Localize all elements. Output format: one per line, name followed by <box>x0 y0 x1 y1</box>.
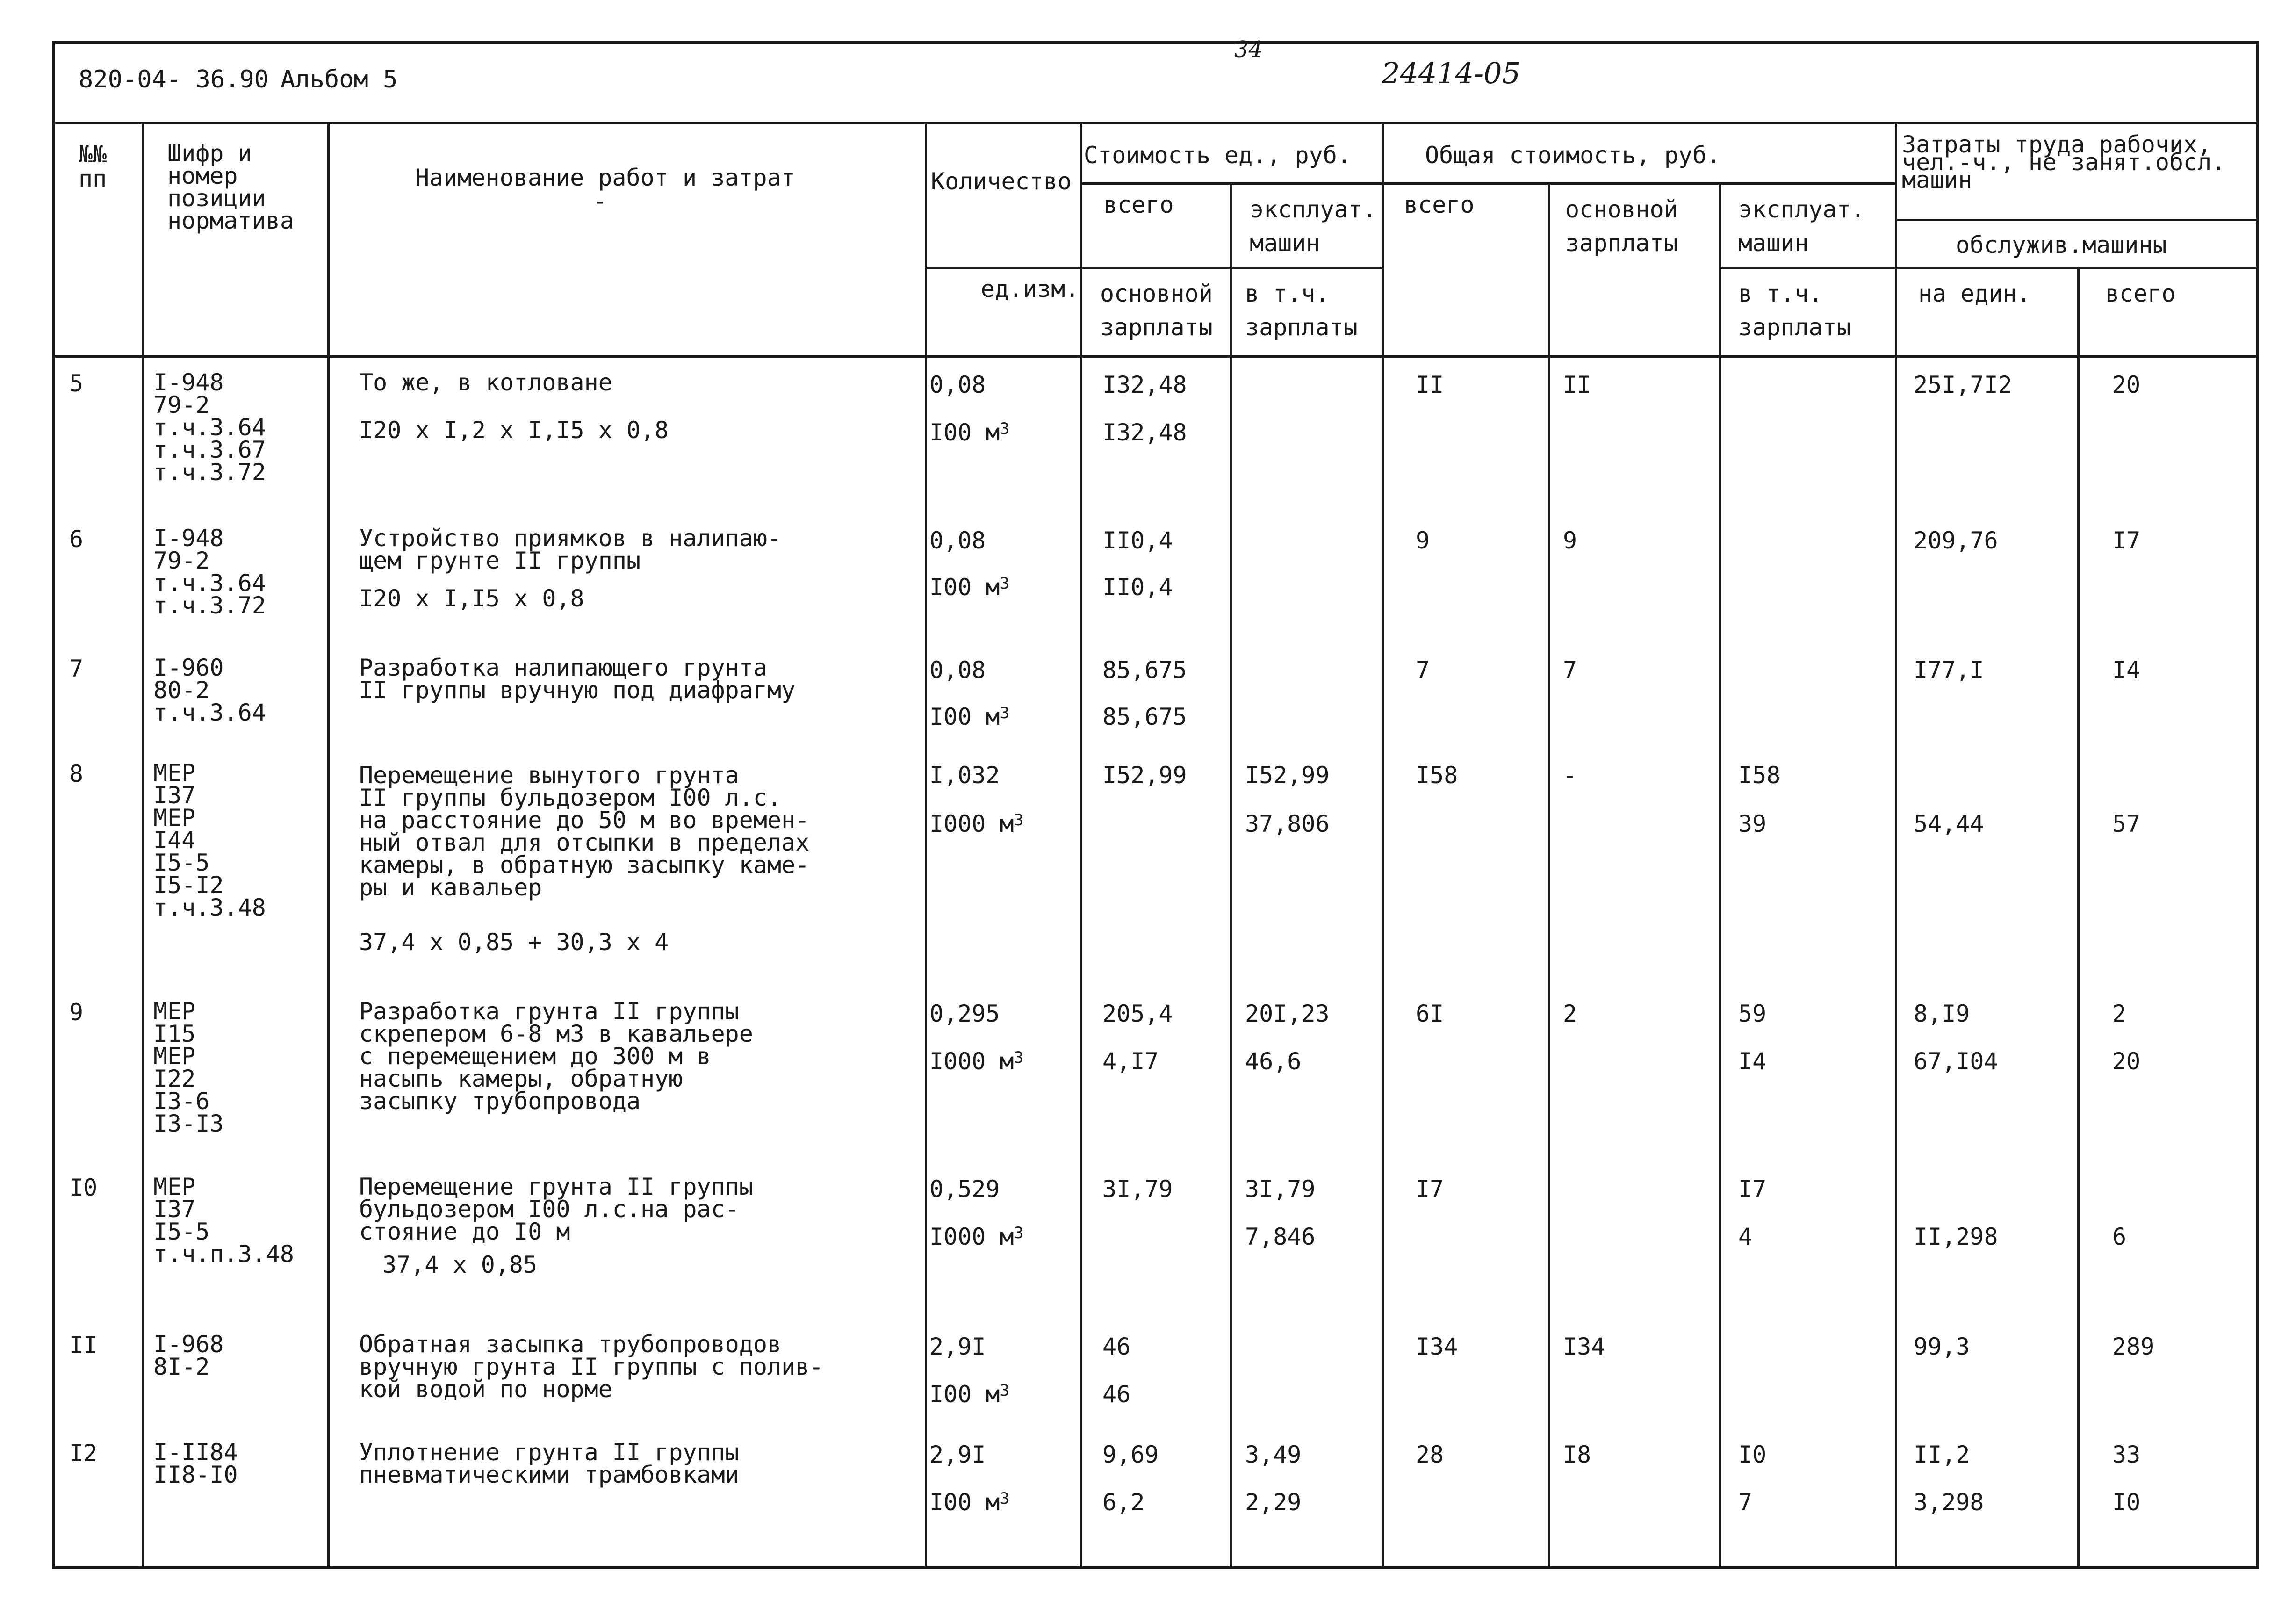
col-divider <box>1080 122 1082 1566</box>
row-unit: I000 $м^3$ <box>929 1223 1024 1250</box>
row-total-machine-wage: 39 <box>1738 810 1767 837</box>
row-total-wage: I8 <box>1563 1441 1591 1468</box>
row-unit-machine-wage: 2,29 <box>1245 1489 1302 1516</box>
row-unit: I000 $м^3$ <box>929 810 1024 837</box>
row-unit-machine: 3,49 <box>1245 1441 1302 1468</box>
row-labor-total: 20 <box>2112 371 2141 398</box>
row-code: I-948 79-2 т.ч.3.64 т.ч.3.67 т.ч.3.72 <box>153 369 266 486</box>
row-total-machine: I58 <box>1738 762 1781 789</box>
row-num: I0 <box>69 1174 98 1201</box>
row-code: МЕР I37 I5-5 т.ч.п.3.48 <box>153 1173 295 1268</box>
row-unit-wage: 46 <box>1102 1381 1131 1408</box>
col-divider <box>142 122 144 1566</box>
row-quantity: I,032 <box>929 762 1000 789</box>
row-num: 6 <box>69 526 84 553</box>
row-total: 6I <box>1416 1000 1444 1027</box>
row-labor-unit: II,298 <box>1914 1223 1998 1250</box>
row-labor-unit: 99,3 <box>1914 1333 1970 1360</box>
row-code: МЕР I37 МЕР I44 I5-5 I5-I2 т.ч.3.48 <box>153 759 266 921</box>
row-unit-total: 46 <box>1102 1333 1131 1360</box>
row-total-machine-wage: 4 <box>1738 1223 1753 1250</box>
col-header-unit-total: всего <box>1103 191 1174 218</box>
row-labor-unit: II,2 <box>1914 1441 1970 1468</box>
col-header-unit-wage: основной зарплаты <box>1100 280 1213 341</box>
row-unit-wage: 85,675 <box>1102 703 1187 730</box>
row-num: I2 <box>69 1440 98 1467</box>
col-header-total-machine: эксплуат. машин <box>1738 196 1865 257</box>
row-unit-wage: I32,48 <box>1102 419 1187 446</box>
row-num: II <box>69 1332 98 1359</box>
row-total-wage: 7 <box>1563 656 1577 684</box>
row-quantity: 0,529 <box>929 1175 1000 1203</box>
row-quantity: 2,9I <box>929 1441 986 1468</box>
col-header-labor-machine: обслужив.машины <box>1956 231 2167 259</box>
col-header-labor: Затраты труда рабочих, чел.-ч., не занят.обсл. машин <box>1902 131 2226 194</box>
row-num: 9 <box>69 999 84 1026</box>
row-unit: I00 $м^3$ <box>929 1489 1009 1516</box>
row-unit-total: I52,99 <box>1102 762 1187 789</box>
row-name: То же, в котловане <box>359 369 612 396</box>
col-header-name-dash: - <box>593 187 607 215</box>
row-labor-unit: 209,76 <box>1914 527 1998 554</box>
col-header-unit-incl-wage: в т.ч. зарплаты <box>1245 280 1358 341</box>
row-unit-wage: II0,4 <box>1102 574 1173 601</box>
row-quantity: 0,08 <box>929 527 986 554</box>
col-header-unit-machine: эксплуат. машин <box>1250 196 1376 257</box>
row-name: Уплотнение грунта II группы пневматическими трамбовками <box>359 1439 739 1488</box>
header-rule <box>1080 182 1382 185</box>
handwritten-stamp: 24414-05 <box>1382 56 1521 90</box>
row-labor-unit: 25I,7I2 <box>1914 371 2012 398</box>
row-unit: I00 $м^3$ <box>929 574 1009 601</box>
header-rule <box>925 267 1382 269</box>
row-unit-total: 85,675 <box>1102 656 1187 684</box>
row-labor-unit-machine: 3,298 <box>1914 1489 1984 1516</box>
row-total-wage: I34 <box>1563 1333 1605 1360</box>
row-total-wage: II <box>1563 371 1591 398</box>
row-labor-total: 33 <box>2112 1441 2141 1468</box>
col-header-total-cost: Общая стоимость, руб. <box>1425 142 1721 169</box>
col-divider <box>327 122 330 1566</box>
document-code: 820-04- 36.90 <box>79 65 269 94</box>
row-labor-unit: 54,44 <box>1914 810 1984 837</box>
row-unit-machine-wage: 37,806 <box>1245 810 1330 837</box>
col-header-quantity: Количество <box>931 168 1072 195</box>
col-divider <box>1230 182 1232 1566</box>
row-unit-machine: 3I,79 <box>1245 1175 1316 1203</box>
row-unit-total: II0,4 <box>1102 527 1173 554</box>
row-num: 8 <box>69 760 84 787</box>
header-rule <box>1382 182 1895 185</box>
col-divider <box>2077 267 2080 1566</box>
col-header-unit-cost: Стоимость ед., руб. <box>1084 142 1351 169</box>
row-total-machine: I7 <box>1738 1175 1767 1203</box>
row-quantity: 0,08 <box>929 656 986 684</box>
col-header-total-incl-wage: в т.ч. зарплаты <box>1738 280 1851 341</box>
row-code: МЕР I15 МЕР I22 I3-6 I3-I3 <box>153 998 224 1137</box>
row-total-wage: - <box>1563 762 1577 789</box>
row-unit: I00 $м^3$ <box>929 703 1009 730</box>
row-unit-total: 205,4 <box>1102 1000 1173 1027</box>
col-header-labor-unit: на един. <box>1918 280 2031 307</box>
header-top-rule <box>55 122 2256 124</box>
col-header-num: №№ пп <box>79 141 107 192</box>
row-unit-total: 9,69 <box>1102 1441 1159 1468</box>
row-total-machine-wage: I4 <box>1738 1048 1767 1075</box>
col-divider <box>925 122 927 1566</box>
row-total: I34 <box>1416 1333 1458 1360</box>
row-code: I-960 80-2 т.ч.3.64 <box>153 654 266 726</box>
col-header-labor-total: всего <box>2105 280 2176 307</box>
row-code: I-II84 II8-I0 <box>153 1439 238 1488</box>
row-unit-wage: 6,2 <box>1102 1489 1145 1516</box>
row-unit-total: 3I,79 <box>1102 1175 1173 1203</box>
row-quantity: 0,08 <box>929 371 986 398</box>
row-formula: I20 x I,2 x I,I5 x 0,8 <box>359 417 669 444</box>
header-bottom-rule <box>55 355 2256 358</box>
row-name: Перемещение вынутого грунта II группы бульдозером I00 л.с. на расстояние до 50 м во времен- ный отвал для отсыпки в пределах камеры, в обратную засыпку каме- ры и кавальер <box>359 762 810 901</box>
row-unit-machine: I52,99 <box>1245 762 1330 789</box>
row-num: 5 <box>69 370 84 397</box>
row-labor-total: 289 <box>2112 1333 2155 1360</box>
row-total: 28 <box>1416 1441 1444 1468</box>
page-number: 34 <box>1234 36 1263 63</box>
row-total: II <box>1416 371 1444 398</box>
row-name: Перемещение грунта II группы бульдозером I00 л.с.на рас- стояние до I0 м <box>359 1173 753 1245</box>
header-rule <box>1719 267 1895 269</box>
col-divider <box>1895 122 1897 1566</box>
row-total: 9 <box>1416 527 1430 554</box>
row-total: I7 <box>1416 1175 1444 1203</box>
row-quantity: 0,295 <box>929 1000 1000 1027</box>
row-labor-total: 2 <box>2112 1000 2127 1027</box>
col-divider <box>1382 122 1384 1566</box>
row-unit-machine-wage: 7,846 <box>1245 1223 1316 1250</box>
row-unit: I00 $м^3$ <box>929 419 1009 446</box>
row-name: Разработка грунта II группы скрепером 6-8 м3 в кавальере с перемещением до 300 м в насыпь камеры, обратную засыпку трубопровода <box>359 998 753 1115</box>
col-header-code: Шифр и номер позиции норматива <box>167 140 294 234</box>
row-total-wage: 2 <box>1563 1000 1577 1027</box>
row-name: Разработка налипающего грунта II группы вручную под диафрагму <box>359 654 796 704</box>
col-header-total-total: всего <box>1404 191 1475 218</box>
row-labor-total: I7 <box>2112 527 2141 554</box>
row-unit-wage: 4,I7 <box>1102 1048 1159 1075</box>
row-labor-unit: 8,I9 <box>1914 1000 1970 1027</box>
row-code: I-948 79-2 т.ч.3.64 т.ч.3.72 <box>153 525 266 619</box>
row-unit-machine: 20I,23 <box>1245 1000 1330 1027</box>
row-unit-total: I32,48 <box>1102 371 1187 398</box>
row-total-machine: I0 <box>1738 1441 1767 1468</box>
row-labor-unit-machine: 67,I04 <box>1914 1048 1998 1075</box>
row-labor-total-machine: I0 <box>2112 1489 2141 1516</box>
row-unit-machine-wage: 46,6 <box>1245 1048 1302 1075</box>
row-name: Обратная засыпка трубопроводов вручную грунта II группы с полив- кой водой по норме <box>359 1331 824 1403</box>
row-labor-total: I4 <box>2112 656 2141 684</box>
row-formula: I20 x I,I5 x 0,8 <box>359 585 584 612</box>
row-labor-unit: I77,I <box>1914 656 1984 684</box>
row-total: I58 <box>1416 762 1458 789</box>
col-header-unit: ед.изм. <box>980 275 1080 303</box>
row-unit: I00 $м^3$ <box>929 1381 1009 1408</box>
col-divider <box>1548 182 1550 1566</box>
row-num: 7 <box>69 655 84 682</box>
row-total-machine: 59 <box>1738 1000 1767 1027</box>
header-rule <box>1895 219 2256 221</box>
row-labor-total-machine: 20 <box>2112 1048 2141 1075</box>
col-header-name: Наименование работ и затрат <box>415 164 795 191</box>
row-labor-total: 57 <box>2112 810 2141 837</box>
album-label: Альбом 5 <box>281 65 398 94</box>
row-labor-total: 6 <box>2112 1223 2127 1250</box>
row-total-wage: 9 <box>1563 527 1577 554</box>
row-code: I-968 8I-2 <box>153 1331 224 1380</box>
row-total-machine-wage: 7 <box>1738 1489 1753 1516</box>
row-formula: 37,4 x 0,85 <box>382 1251 538 1278</box>
row-unit: I000 $м^3$ <box>929 1048 1024 1075</box>
row-total: 7 <box>1416 656 1430 684</box>
row-name: Устройство приямков в налипаю- щем грунте II группы <box>359 525 782 574</box>
col-divider <box>1719 182 1721 1566</box>
row-formula: 37,4 x 0,85 + 30,3 x 4 <box>359 929 669 956</box>
estimate-table <box>52 41 2259 1569</box>
col-header-total-wage: основной зарплаты <box>1565 196 1678 257</box>
header-rule <box>1895 267 2256 269</box>
row-quantity: 2,9I <box>929 1333 986 1360</box>
